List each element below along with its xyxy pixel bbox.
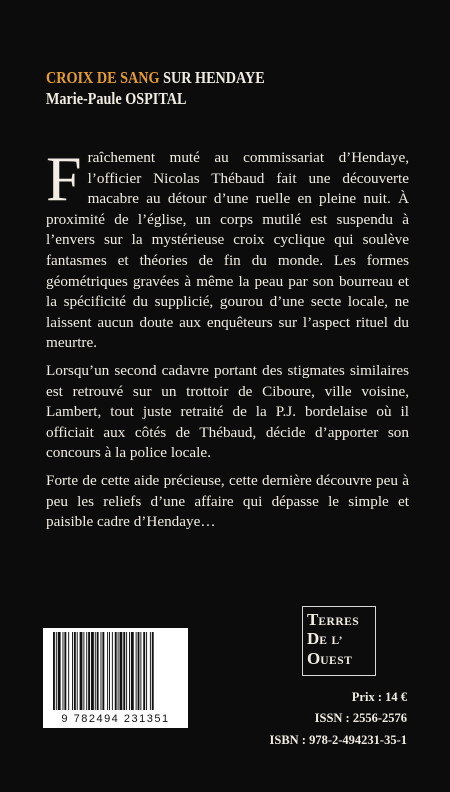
barcode-bar: [53, 632, 55, 710]
barcode-bar: [102, 632, 104, 710]
barcode-bars: [47, 632, 184, 712]
logo-text-erres: ERRES: [318, 616, 360, 628]
barcode: [43, 628, 188, 728]
barcode-bar: [146, 632, 147, 710]
logo-letter-e: E: [319, 635, 328, 647]
barcode-bar: [129, 632, 130, 710]
book-title-rest: SUR HENDAYE: [159, 68, 265, 87]
synopsis-paragraph-3: Forte de cette aide précieuse, cette dernière découvre peu à peu les reliefs d’une affaire qui dépasse le simple et paisible cadre d’Hendaye…: [46, 471, 409, 531]
synopsis-paragraph-1: [46, 143, 409, 354]
book-author: Marie-Paule OSPITAL: [46, 89, 187, 108]
barcode-bar: [88, 632, 90, 710]
barcode-bar: [72, 632, 73, 710]
barcode-bar: [64, 632, 66, 710]
logo-row-terres: [307, 610, 359, 630]
barcode-bar: [83, 632, 84, 710]
price: Prix : 14 €: [351, 690, 407, 704]
book-title-accent: CROIX DE SANG: [46, 68, 160, 87]
synopsis-paragraph-2: Lorsqu’un second cadavre portant des stigmates similaires est retrouvé sur un trottoir de Ciboure, ville voisine, Lambert, tout juste retraité de la P.J. bordelaise où il officiait aux côtés de Thébaud, décide d’apporter son concours à la police locale.: [46, 361, 409, 462]
barcode-bar: [120, 632, 123, 710]
barcode-bar: [101, 632, 102, 710]
barcode-bar: [126, 632, 127, 710]
logo-row-ouest: [307, 649, 352, 669]
logo-text-uest: UEST: [320, 655, 353, 667]
barcode-bar: [109, 632, 110, 710]
barcode-bar: [86, 632, 87, 710]
synopsis: [46, 143, 409, 540]
barcode-bar: [58, 632, 61, 710]
barcode-bar: [68, 632, 69, 710]
logo-letter-o: O: [307, 649, 321, 668]
barcode-bar: [118, 632, 119, 710]
barcode-bar: [80, 632, 83, 710]
barcode-bar: [56, 632, 57, 710]
barcode-bar: [115, 632, 117, 710]
book-title: [46, 68, 265, 88]
barcode-bar: [131, 632, 134, 710]
barcode-bar: [136, 632, 137, 710]
barcode-bar: [140, 632, 141, 710]
barcode-bar: [123, 632, 125, 710]
barcode-bar: [150, 632, 151, 710]
logo-row-de-l: [307, 629, 343, 649]
publisher-logo: [302, 606, 376, 676]
logo-letter-d: D: [307, 629, 320, 648]
isbn: ISBN : 978-2-494231-35-1: [269, 733, 407, 747]
barcode-bar: [95, 632, 96, 710]
barcode-bar: [112, 632, 113, 710]
barcode-bar: [138, 632, 140, 710]
barcode-bar: [152, 632, 154, 710]
barcode-bar: [143, 632, 145, 710]
barcode-bar: [77, 632, 78, 710]
barcode-number: 9 782494 231351: [61, 713, 170, 725]
logo-text-l: L’: [331, 635, 343, 647]
issn: ISSN : 2556-2576: [314, 711, 407, 725]
synopsis-paragraph-1-text: raîchement muté au commissariat d’Hendaye, l’officier Nicolas Thébaud fait une découverte macabre au détour d’une ruelle en pleine nuit. À proximité de l’église, un corps mutilé est suspendu à l’envers sur la mystérieuse croix cyclique qui soulève fantasmes et théories de fin du monde. Les formes géométriques gravées à même la peau par son bourreau et la spécificité du supplicié, gourou d’une secte locale, ne laissent aucun doute aux enquêteurs sur l’aspect rituel du meurtre.: [46, 149, 409, 352]
barcode-bar: [107, 632, 108, 710]
barcode-bar: [91, 632, 94, 710]
barcode-bar: [63, 632, 64, 710]
logo-letter-t: T: [307, 610, 319, 629]
drop-cap: F: [46, 143, 82, 214]
barcode-bar: [97, 632, 99, 710]
barcode-bar: [74, 632, 76, 710]
